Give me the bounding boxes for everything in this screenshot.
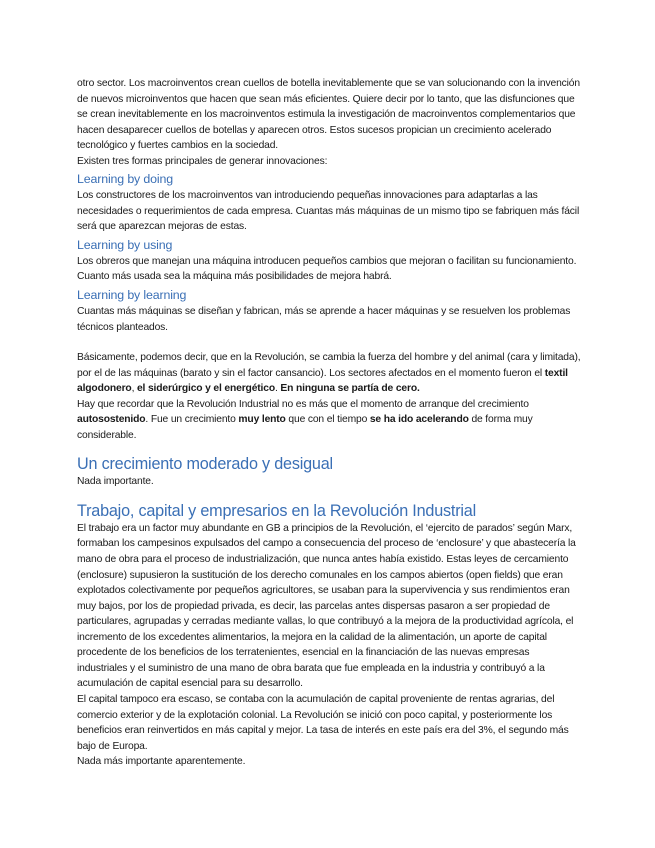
heading-crecimiento: Un crecimiento moderado y desigual <box>77 455 333 474</box>
bold-run: se ha ido acelerando <box>369 414 469 426</box>
paragraph-capital: El capital tampoco era escaso, se contaba con la acumulación de capital proveniente de rentas agrarias, del comercio exterior y de la explotación colonial. La Revolución se inició con poco capital, y posteriormente los beneficios eran reinvertidos en más capital y mejor. La tasa de interés en este país era del 3%, el segundo más bajo de Europa. <box>77 693 569 752</box>
text-run: que con el tiempo <box>285 414 370 426</box>
text-run: de forma muy considerable. <box>77 414 533 441</box>
paragraph-crecimiento: Nada importante. <box>77 476 154 488</box>
bold-run: autosostenido <box>77 414 146 426</box>
text-run: . <box>274 383 281 395</box>
paragraph-growth <box>77 397 582 444</box>
bold-run: En ninguna se partía de cero. <box>280 383 420 395</box>
heading-learning-by-doing: Learning by doing <box>77 172 173 187</box>
text-run: Hay que recordar que la Revolución Industrial no es más que el momento de arranque del crecimiento <box>77 398 529 410</box>
document-page <box>77 76 582 770</box>
intro-paragraph-forms: Existen tres formas principales de generar innovaciones: <box>77 155 328 167</box>
heading-learning-by-using: Learning by using <box>77 237 173 252</box>
intro-paragraph: otro sector. Los macroinventos crean cuellos de botella inevitablemente que se van solucionando con la invención de nuevos microinventos que hacen que sean más eficientes. Quiere decir por lo tanto, que las disfunciones que se crean inevitablemente en los macroinventos estimula la investigación de macroinventos complementarios que hacen desaparecer cuellos de botellas y aparecen otros. Estos sucesos propician un crecimiento acelerado tecnológico y fuertes cambios en la sociedad. <box>77 78 580 152</box>
spacer <box>77 443 582 454</box>
spacer <box>77 335 582 350</box>
paragraph-basics <box>77 350 582 397</box>
text-run: . Fue un crecimiento <box>145 414 239 426</box>
text-run: Básicamente, podemos decir, que en la Revolución, se cambia la fuerza del hombre y del animal (cara y limitada), por el de las máquinas (barato y sin el factor cansancio). Los sectores afectados en el momento fueron el <box>77 352 581 379</box>
bold-run: el siderúrgico y el energético <box>136 383 275 395</box>
spacer <box>77 490 582 501</box>
bold-run: textil algodonero <box>77 367 568 395</box>
paragraph-closing: Nada más importante aparentemente. <box>77 756 246 768</box>
heading-learning-by-learning: Learning by learning <box>77 288 187 303</box>
paragraph-learning-by-learning: Cuantas más máquinas se diseñan y fabrican, más se aprende a hacer máquinas y se resuelven los problemas técnicos planteados. <box>77 306 571 333</box>
bold-run: muy lento <box>238 414 286 426</box>
paragraph-learning-by-using: Los obreros que manejan una máquina introducen pequeños cambios que mejoran o facilitan su funcionamiento. Cuanto más usada sea la máquina más posibilidades de mejora habrá. <box>77 255 577 283</box>
heading-trabajo-capital: Trabajo, capital y empresarios en la Revolución Industrial <box>77 501 476 520</box>
text-run: , <box>131 383 137 395</box>
paragraph-trabajo: El trabajo era un factor muy abundante en GB a principios de la Revolución, el ‘ejercito de parados’ según Marx, formaban los campesinos expulsados del campo a consecuencia del proceso de ‘enclosure’ y que abastecería la mano de obra para el proceso de industrialización, que nunca antes había existido. Estas leyes de cercamiento (enclosure) supusieron la sustitución de los derecho comunales en los campos abiertos (open fields) que eran explotados colectivamente por pequeños agricultores, se usaban para la supervivencia y sus rendimientos eran muy bajos, por los de propiedad privada, es decir, las parcelas antes dispersas pasaron a ser propiedad de particulares, agrupadas y cerradas mediante vallas, lo que contribuyó a la mejora de la productividad agrícola, el incremento de los excedentes alimentarios, la mejora en la calidad de la alimentación, un aporte de capital procedente de los beneficios de los terratenientes, esencial en la financiación de las nuevas empresas industriales y el suministro de una mano de obra barata que fue empleada en la industria y contribuyó a la acumulación de capital esencial para su desarrollo. <box>77 522 576 690</box>
paragraph-learning-by-doing: Los constructores de los macroinventos van introduciendo pequeñas innovaciones para adaptarlas a las necesidades o requerimientos de cada empresa. Cuantas más máquinas de un mismo tipo se fabriquen más fácil será que aparezcan mejoras de estas. <box>77 190 580 233</box>
